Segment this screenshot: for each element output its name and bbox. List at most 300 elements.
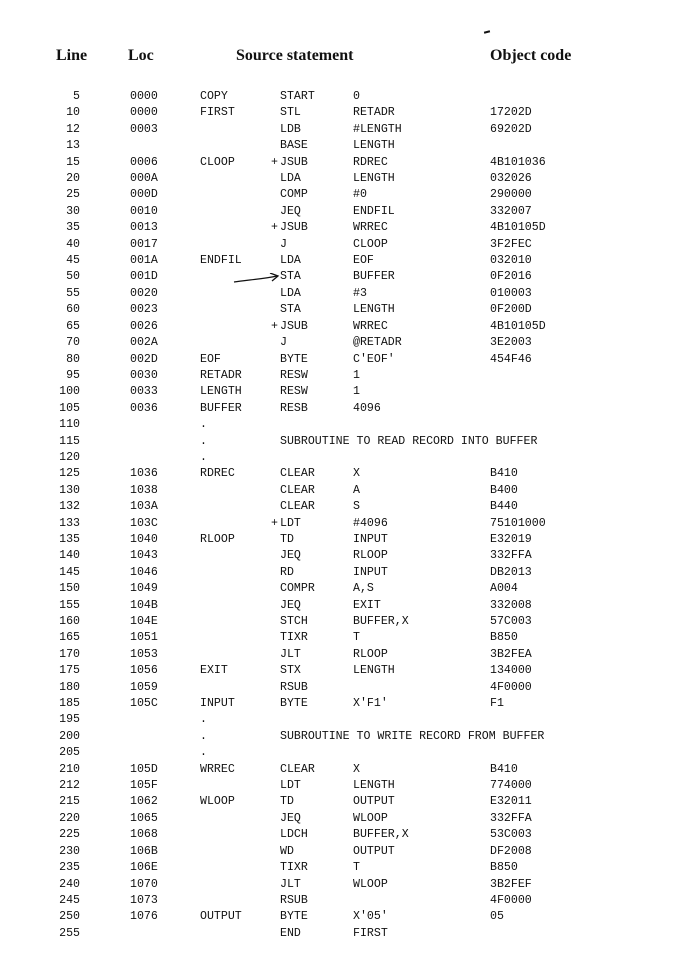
row-line: 50 <box>66 270 80 284</box>
row-op: JLT <box>280 647 301 661</box>
row-loc: 002D <box>130 352 158 366</box>
listing-row <box>0 778 687 794</box>
row-operand: LENGTH <box>353 303 395 317</box>
row-line: 5 <box>73 90 80 103</box>
row-loc: 104B <box>130 598 158 612</box>
row-loc: 0026 <box>130 319 158 333</box>
row-op: BYTE <box>280 910 308 924</box>
header-loc: Loc <box>128 47 154 64</box>
listing-row <box>0 647 687 663</box>
row-op: BYTE <box>280 352 308 366</box>
row-op: STCH <box>280 615 308 628</box>
row-operand: CLOOP <box>353 237 388 251</box>
row-operand: C'EOF' <box>353 352 395 366</box>
listing-row <box>0 368 687 384</box>
row-op: LDT <box>280 516 301 530</box>
listing-row <box>0 220 687 236</box>
row-op: STX <box>280 664 301 678</box>
row-operand: 1 <box>353 368 360 382</box>
row-op: BASE <box>280 139 308 153</box>
row-label: COPY <box>200 90 228 103</box>
row-op: RESW <box>280 385 308 399</box>
row-obj: B850 <box>490 631 518 645</box>
row-operand: T <box>353 631 360 645</box>
row-loc: 0006 <box>130 155 158 169</box>
row-operand: WRREC <box>353 221 388 235</box>
row-op: J <box>280 336 287 350</box>
row-label: OUTPUT <box>200 910 242 924</box>
row-obj: E32011 <box>490 795 532 809</box>
row-operand: WLOOP <box>353 877 388 891</box>
row-op: STL <box>280 106 301 120</box>
row-label: WLOOP <box>200 795 235 809</box>
row-line: 40 <box>66 237 80 251</box>
row-operand: #LENGTH <box>353 122 402 136</box>
row-line: 170 <box>59 647 80 661</box>
row-op: END <box>280 926 301 940</box>
row-label: EXIT <box>200 664 228 678</box>
listing-row <box>0 827 687 843</box>
listing-row <box>0 269 687 285</box>
row-loc: 1053 <box>130 647 158 661</box>
row-line: 60 <box>66 303 80 317</box>
listing-row <box>0 794 687 810</box>
row-line: 13 <box>66 139 80 153</box>
row-obj: 010003 <box>490 286 532 300</box>
row-line: 145 <box>59 565 80 579</box>
row-operand: @RETADR <box>353 336 402 350</box>
row-line: 175 <box>59 664 80 678</box>
listing-row <box>0 171 687 187</box>
row-obj: F1 <box>490 697 504 711</box>
row-obj: B850 <box>490 861 518 875</box>
row-label: RETADR <box>200 368 242 382</box>
row-obj: 134000 <box>490 664 532 678</box>
listing-row <box>0 614 687 630</box>
row-line: 235 <box>59 861 80 875</box>
row-label: . <box>200 746 207 760</box>
row-op: COMP <box>280 188 308 202</box>
row-loc: 0036 <box>130 401 158 415</box>
row-op: TIXR <box>280 631 308 645</box>
row-loc: 0030 <box>130 368 158 382</box>
row-line: 240 <box>59 877 80 891</box>
row-loc: 1043 <box>130 549 158 563</box>
row-obj: 3B2FEA <box>490 647 532 661</box>
listing-row <box>0 762 687 778</box>
row-label: EOF <box>200 352 221 366</box>
row-obj: 05 <box>490 910 504 924</box>
row-line: 133 <box>59 516 80 530</box>
row-obj: 332FFA <box>490 811 532 825</box>
listing-row <box>0 663 687 679</box>
row-obj: DB2013 <box>490 565 532 579</box>
row-op: LDB <box>280 122 301 136</box>
listing-row <box>0 187 687 203</box>
assembly-listing <box>0 89 687 942</box>
listing-row <box>0 696 687 712</box>
row-obj: 3B2FEF <box>490 877 532 891</box>
row-op: CLEAR <box>280 483 315 497</box>
row-operand: S <box>353 500 360 514</box>
row-obj: B440 <box>490 500 518 514</box>
listing-row <box>0 926 687 942</box>
row-line: 25 <box>66 188 80 202</box>
row-loc: 1076 <box>130 910 158 924</box>
row-loc: 0023 <box>130 303 158 317</box>
row-line: 185 <box>59 697 80 711</box>
row-obj: 17202D <box>490 106 532 120</box>
row-operand: ENDFIL <box>353 204 395 218</box>
row-line: 55 <box>66 286 80 300</box>
row-plus: + <box>271 516 278 530</box>
row-operand: X <box>353 467 360 481</box>
listing-row <box>0 434 687 450</box>
row-line: 120 <box>59 450 80 464</box>
row-line: 95 <box>66 368 80 382</box>
row-operand: #3 <box>353 286 367 300</box>
listing-row <box>0 105 687 121</box>
row-loc: 105F <box>130 779 158 793</box>
row-op: STA <box>280 270 301 284</box>
row-loc: 1049 <box>130 582 158 596</box>
row-line: 70 <box>66 336 80 350</box>
row-op: LDA <box>280 286 301 300</box>
row-label: INPUT <box>200 697 235 711</box>
row-label: RDREC <box>200 467 235 481</box>
row-label: . <box>200 713 207 727</box>
row-comment: SUBROUTINE TO READ RECORD INTO BUFFER <box>280 434 538 448</box>
listing-row <box>0 565 687 581</box>
row-loc: 1073 <box>130 893 158 907</box>
listing-row <box>0 844 687 860</box>
row-op: BYTE <box>280 697 308 711</box>
row-operand: LENGTH <box>353 779 395 793</box>
row-label: RLOOP <box>200 532 235 546</box>
row-loc: 1051 <box>130 631 158 645</box>
row-operand: #4096 <box>353 516 388 530</box>
row-op: LDA <box>280 172 301 186</box>
row-line: 230 <box>59 844 80 858</box>
row-loc: 1062 <box>130 795 158 809</box>
row-obj: 0F2016 <box>490 270 532 284</box>
row-comment: SUBROUTINE TO WRITE RECORD FROM BUFFER <box>280 729 545 743</box>
row-operand: OUTPUT <box>353 844 395 858</box>
row-op: J <box>280 237 287 251</box>
row-obj: 53C003 <box>490 828 532 842</box>
header-line: Line <box>56 47 88 64</box>
row-label: . <box>200 418 207 432</box>
row-loc: 1065 <box>130 811 158 825</box>
row-operand: 4096 <box>353 401 381 415</box>
row-line: 135 <box>59 532 80 546</box>
row-op: JLT <box>280 877 301 891</box>
row-op: JSUB <box>280 319 308 333</box>
row-op: TD <box>280 532 294 546</box>
row-line: 20 <box>66 172 80 186</box>
listing-row <box>0 811 687 827</box>
listing-row <box>0 89 687 105</box>
stray-pen-mark <box>484 30 490 33</box>
row-label: CLOOP <box>200 155 235 169</box>
row-op: JEQ <box>280 549 301 563</box>
listing-row <box>0 909 687 925</box>
row-obj: 332008 <box>490 598 532 612</box>
row-operand: OUTPUT <box>353 795 395 809</box>
row-line: 30 <box>66 204 80 218</box>
row-op: STA <box>280 303 301 317</box>
row-line: 155 <box>59 598 80 612</box>
row-loc: 103C <box>130 516 158 530</box>
row-loc: 106E <box>130 861 158 875</box>
row-loc: 1068 <box>130 828 158 842</box>
row-op: JEQ <box>280 598 301 612</box>
row-loc: 0000 <box>130 90 158 103</box>
row-obj: 0F200D <box>490 303 532 317</box>
row-obj: 75101000 <box>490 516 546 530</box>
row-operand: LENGTH <box>353 139 395 153</box>
row-line: 15 <box>66 155 80 169</box>
row-label: . <box>200 450 207 464</box>
row-obj: 032026 <box>490 172 532 186</box>
row-line: 130 <box>59 483 80 497</box>
row-operand: RLOOP <box>353 647 388 661</box>
row-operand: INPUT <box>353 532 388 546</box>
row-obj: B410 <box>490 762 518 776</box>
row-loc: 1056 <box>130 664 158 678</box>
listing-row <box>0 466 687 482</box>
row-operand: A <box>353 483 360 497</box>
row-obj: 4B10105D <box>490 221 546 235</box>
row-obj: 332007 <box>490 204 532 218</box>
row-line: 220 <box>59 811 80 825</box>
row-obj: 57C003 <box>490 615 532 628</box>
row-line: 100 <box>59 385 80 399</box>
row-op: LDT <box>280 779 301 793</box>
row-op: JEQ <box>280 204 301 218</box>
row-loc: 0020 <box>130 286 158 300</box>
row-obj: 4F0000 <box>490 680 532 694</box>
row-op: LDCH <box>280 828 308 842</box>
row-loc: 000D <box>130 188 158 202</box>
listing-row <box>0 893 687 909</box>
listing-row <box>0 450 687 466</box>
row-obj: 4B10105D <box>490 319 546 333</box>
row-obj: B410 <box>490 467 518 481</box>
listing-row <box>0 286 687 302</box>
listing-row <box>0 352 687 368</box>
row-loc: 0010 <box>130 204 158 218</box>
row-obj: 3F2FEC <box>490 237 532 251</box>
row-obj: 290000 <box>490 188 532 202</box>
listing-row <box>0 237 687 253</box>
row-obj: 69202D <box>490 122 532 136</box>
row-line: 210 <box>59 762 80 776</box>
row-line: 195 <box>59 713 80 727</box>
row-loc: 002A <box>130 336 158 350</box>
row-loc: 1038 <box>130 483 158 497</box>
row-loc: 1046 <box>130 565 158 579</box>
listing-row <box>0 204 687 220</box>
row-operand: EXIT <box>353 598 381 612</box>
row-line: 200 <box>59 729 80 743</box>
row-line: 105 <box>59 401 80 415</box>
row-operand: EOF <box>353 254 374 268</box>
listing-row <box>0 483 687 499</box>
row-obj: B400 <box>490 483 518 497</box>
row-loc: 103A <box>130 500 158 514</box>
listing-row <box>0 122 687 138</box>
row-loc: 104E <box>130 615 158 628</box>
row-line: 125 <box>59 467 80 481</box>
row-op: TIXR <box>280 861 308 875</box>
listing-row <box>0 138 687 154</box>
listing-row <box>0 877 687 893</box>
listing-row <box>0 712 687 728</box>
row-operand: 0 <box>353 90 360 103</box>
row-line: 110 <box>59 418 80 432</box>
row-op: JSUB <box>280 155 308 169</box>
row-operand: WRREC <box>353 319 388 333</box>
row-loc: 0000 <box>130 106 158 120</box>
listing-row <box>0 680 687 696</box>
row-line: 35 <box>66 221 80 235</box>
row-operand: BUFFER <box>353 270 395 284</box>
row-line: 212 <box>59 779 80 793</box>
row-op: RD <box>280 565 294 579</box>
listing-row <box>0 319 687 335</box>
row-operand: FIRST <box>353 926 388 940</box>
row-line: 150 <box>59 582 80 596</box>
row-operand: X'F1' <box>353 697 388 711</box>
row-loc: 106B <box>130 844 158 858</box>
row-obj: DF2008 <box>490 844 532 858</box>
row-line: 250 <box>59 910 80 924</box>
listing-row <box>0 548 687 564</box>
listing-row <box>0 155 687 171</box>
listing-row <box>0 384 687 400</box>
listing-row <box>0 630 687 646</box>
row-obj: 4F0000 <box>490 893 532 907</box>
row-op: CLEAR <box>280 500 315 514</box>
listing-row <box>0 401 687 417</box>
row-line: 12 <box>66 122 80 136</box>
row-op: START <box>280 90 315 103</box>
row-op: RESW <box>280 368 308 382</box>
row-obj: 774000 <box>490 779 532 793</box>
row-loc: 1059 <box>130 680 158 694</box>
row-obj: E32019 <box>490 532 532 546</box>
listing-row <box>0 860 687 876</box>
row-label: . <box>200 434 207 448</box>
row-loc: 1036 <box>130 467 158 481</box>
row-operand: #0 <box>353 188 367 202</box>
row-line: 215 <box>59 795 80 809</box>
row-loc: 105C <box>130 697 158 711</box>
row-label: BUFFER <box>200 401 242 415</box>
listing-row <box>0 745 687 761</box>
row-label: LENGTH <box>200 385 242 399</box>
row-obj: 032010 <box>490 254 532 268</box>
row-operand: 1 <box>353 385 360 399</box>
row-loc: 1040 <box>130 532 158 546</box>
listing-row <box>0 598 687 614</box>
row-line: 140 <box>59 549 80 563</box>
row-line: 10 <box>66 106 80 120</box>
row-obj: 4B101036 <box>490 155 546 169</box>
row-operand: X <box>353 762 360 776</box>
row-op: CLEAR <box>280 467 315 481</box>
row-label: WRREC <box>200 762 235 776</box>
row-loc: 001D <box>130 270 158 284</box>
listing-row <box>0 499 687 515</box>
row-loc: 1070 <box>130 877 158 891</box>
row-operand: INPUT <box>353 565 388 579</box>
row-plus: + <box>271 319 278 333</box>
header-source-statement: Source statement <box>236 47 354 64</box>
row-line: 255 <box>59 926 80 940</box>
row-op: LDA <box>280 254 301 268</box>
listing-row <box>0 581 687 597</box>
listing-row <box>0 729 687 745</box>
row-line: 225 <box>59 828 80 842</box>
row-line: 65 <box>66 319 80 333</box>
row-loc: 105D <box>130 762 158 776</box>
row-line: 245 <box>59 893 80 907</box>
row-plus: + <box>271 155 278 169</box>
row-op: RSUB <box>280 893 308 907</box>
row-line: 132 <box>59 500 80 514</box>
row-operand: X'05' <box>353 910 388 924</box>
row-loc: 001A <box>130 254 158 268</box>
row-obj: 454F46 <box>490 352 532 366</box>
row-label: ENDFIL <box>200 254 242 268</box>
row-op: CLEAR <box>280 762 315 776</box>
row-operand: A,S <box>353 582 374 596</box>
row-op: WD <box>280 844 294 858</box>
row-line: 80 <box>66 352 80 366</box>
row-operand: LENGTH <box>353 172 395 186</box>
row-op: JEQ <box>280 811 301 825</box>
row-obj: 332FFA <box>490 549 532 563</box>
row-label: FIRST <box>200 106 235 120</box>
row-op: COMPR <box>280 582 315 596</box>
handwritten-arrow-icon <box>233 273 281 285</box>
row-loc: 0003 <box>130 122 158 136</box>
row-obj: A004 <box>490 582 518 596</box>
row-loc: 000A <box>130 172 158 186</box>
row-line: 45 <box>66 254 80 268</box>
header-object-code: Object code <box>490 47 572 64</box>
listing-row <box>0 532 687 548</box>
row-operand: RLOOP <box>353 549 388 563</box>
row-operand: T <box>353 861 360 875</box>
row-plus: + <box>271 221 278 235</box>
row-line: 180 <box>59 680 80 694</box>
row-line: 160 <box>59 615 80 628</box>
row-op: JSUB <box>280 221 308 235</box>
row-operand: RDREC <box>353 155 388 169</box>
row-loc: 0033 <box>130 385 158 399</box>
row-obj: 3E2003 <box>490 336 532 350</box>
row-line: 205 <box>59 746 80 760</box>
listing-row <box>0 516 687 532</box>
row-op: RESB <box>280 401 308 415</box>
row-operand: BUFFER,X <box>353 828 409 842</box>
listing-row <box>0 417 687 433</box>
row-label: . <box>200 729 207 743</box>
row-operand: RETADR <box>353 106 395 120</box>
